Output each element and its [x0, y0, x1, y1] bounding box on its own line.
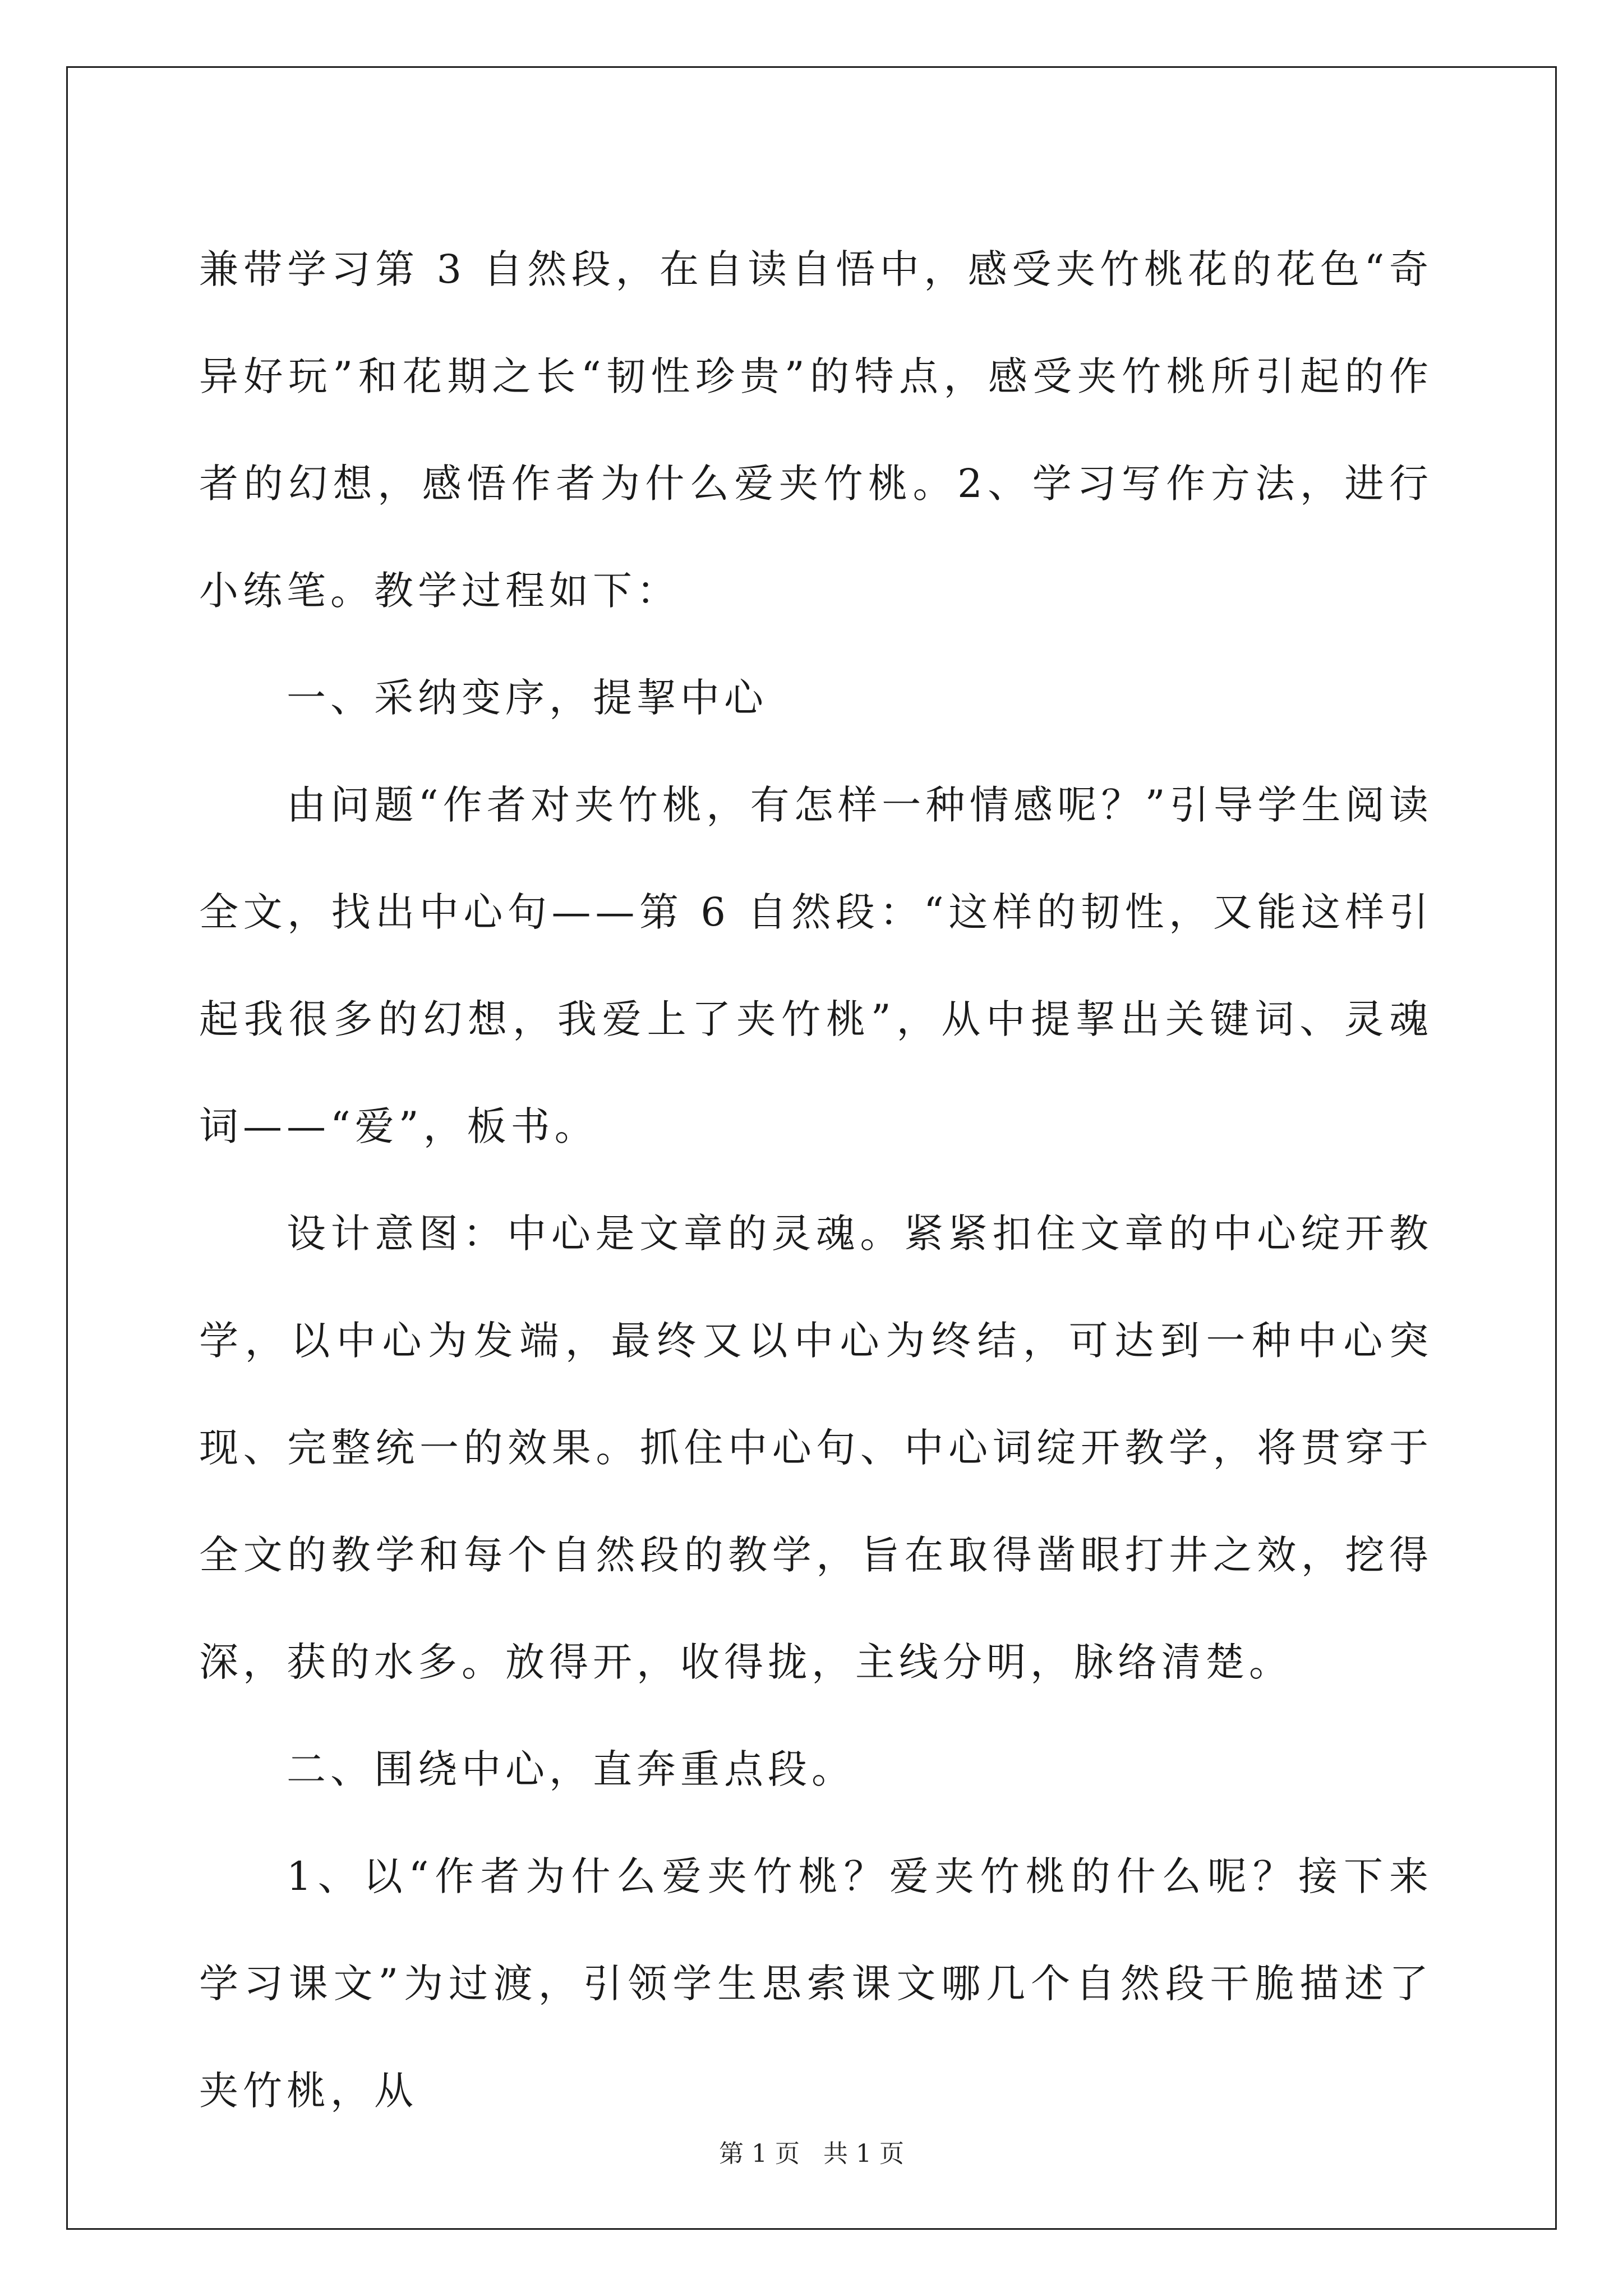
section-heading-2: 二、围绕中心，直奔重点段。	[287, 1746, 855, 1792]
section-heading-1: 一、采纳变序，提挈中心	[287, 675, 768, 721]
paragraph-3: 设计意图：中心是文章的灵魂。紧紧扣住文章的中心绽开教学，以中心为发端，最终又以中心为终结，可达到一种中心突现、完整统一的效果。抓住中心句、中心词绽开教学，将贯穿于全文的教学和每个自然段的教学，旨在取得凿眼打井之效，挖得深，获的水多。放得开，收得拢，主线分明，脉络清楚。	[199, 1211, 1433, 1685]
page-total: 共 1 页	[823, 2139, 904, 2168]
paragraph-4: 1、以“作者为什么爱夹竹桃？爱夹竹桃的什么呢？接下来学习课文”为过渡，引领学生思索课文哪几个自然段干脆描述了夹竹桃，从	[199, 1853, 1433, 2114]
document-body	[199, 216, 1433, 2145]
paragraph-1: 兼带学习第 3 自然段，在自读自悟中，感受夹竹桃花的花色“奇异好玩”和花期之长“韧性珍贵”的特点，感受夹竹桃所引起的作者的幻想，感悟作者为什么爱夹竹桃。2、学习写作方法，进行小练笔。教学过程如下：	[199, 246, 1433, 614]
page-number: 第 1 页	[719, 2139, 800, 2168]
paragraph-2: 由问题“作者对夹竹桃，有怎样一种情感呢？”引导学生阅读全文，找出中心句——第 6 自然段：“这样的韧性，又能这样引起我很多的幻想，我爱上了夹竹桃”，从中提挈出关键词、灵魂词——“爱”，板书。	[199, 782, 1433, 1149]
page-footer	[0, 2137, 1623, 2171]
